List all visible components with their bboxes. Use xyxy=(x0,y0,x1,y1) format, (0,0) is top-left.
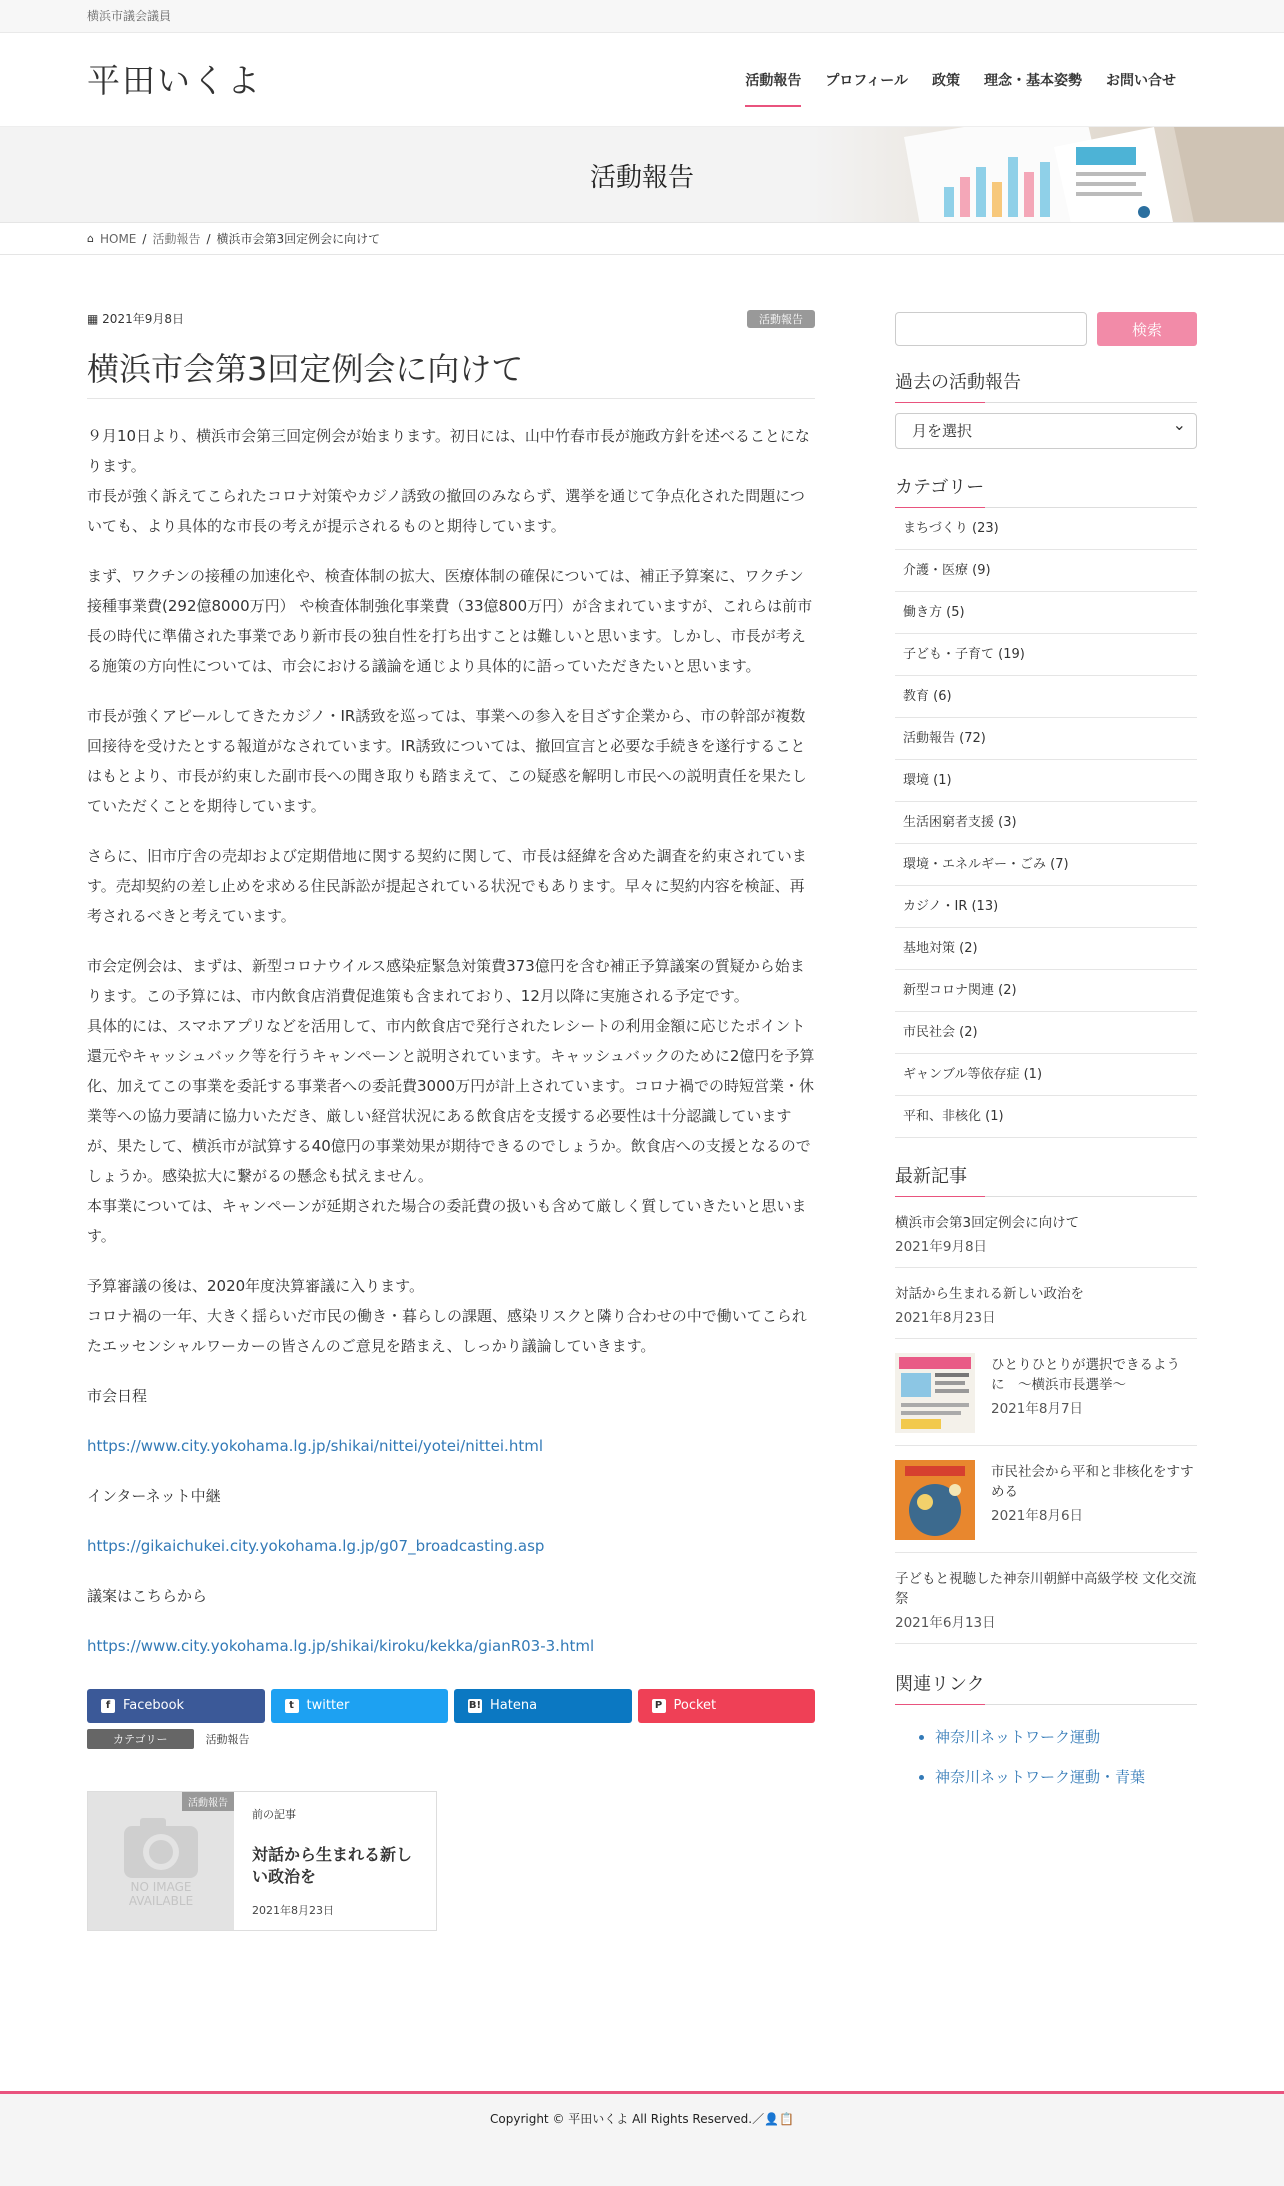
page-header xyxy=(0,127,1284,223)
breadcrumb-category[interactable]: 活動報告 xyxy=(152,231,201,246)
recent-post-date: 2021年9月8日 xyxy=(895,1239,988,1255)
tag-value[interactable]: 活動報告 xyxy=(205,1733,250,1747)
recent-post-item[interactable] xyxy=(895,1339,1197,1446)
post-category-badge[interactable]: 活動報告 xyxy=(747,310,815,328)
category-item[interactable]: 新型コロナ関連 (2) xyxy=(895,970,1197,1012)
recent-post-date: 2021年8月23日 xyxy=(895,1310,996,1326)
calendar-icon: ▦ xyxy=(87,312,99,326)
bills-link[interactable]: https://www.city.yokohama.lg.jp/shikai/kiroku/kekka/gianR03-3.html xyxy=(87,1637,595,1656)
topbar xyxy=(0,0,1284,33)
nav-activity-report[interactable]: 活動報告 xyxy=(733,33,813,127)
search-button[interactable]: 検索 xyxy=(1097,312,1197,346)
post-meta xyxy=(87,310,815,330)
global-nav xyxy=(733,33,1188,127)
share-hatena-button[interactable]: B! Hatena xyxy=(454,1689,632,1723)
paragraph: 予算審議の後は、2020年度決算審議に入ります。 コロナ禍の一年、大きく揺らいだ市民の働き・暮らしの課題、感染リスクと隣り合わせの中で働いてこられたエッセンシャルワーカーの皆さんのご意見を踏まえ、しっかり議論していきます。 xyxy=(87,1277,807,1356)
breadcrumb xyxy=(0,223,1284,255)
related-link[interactable]: • 神奈川ネットワーク運動 xyxy=(935,1717,1197,1757)
recent-post-title[interactable]: 子どもと視聴した神奈川朝鮮中高級学校 文化交流祭 xyxy=(895,1571,1197,1607)
nav-contact[interactable]: お問い合せ xyxy=(1106,73,1176,89)
recent-post-item[interactable] xyxy=(895,1197,1197,1268)
related-links xyxy=(895,1717,1197,1797)
recent-post-item[interactable] xyxy=(895,1553,1197,1644)
category-item[interactable]: 働き方 (5) xyxy=(895,592,1197,634)
site-header xyxy=(0,33,1284,127)
recent-post-title[interactable]: 市民社会から平和と非核化をすすめる xyxy=(991,1464,1194,1500)
category-title: カテゴリー xyxy=(895,473,1197,508)
category-item[interactable]: 市民社会 (2) xyxy=(895,1012,1197,1054)
share-facebook-button[interactable]: f Facebook xyxy=(87,1689,265,1723)
facebook-icon: f xyxy=(101,1699,115,1713)
tag-label: カテゴリー xyxy=(87,1729,194,1749)
category-list xyxy=(895,508,1197,1138)
category-item[interactable]: 生活困窮者支援 (3) xyxy=(895,802,1197,844)
camera-icon xyxy=(88,1792,234,1930)
site-footer xyxy=(0,2091,1284,2186)
category-item[interactable]: 基地対策 (2) xyxy=(895,928,1197,970)
broadcast-label: インターネット中継 xyxy=(87,1487,221,1506)
paragraph: さらに、旧市庁舎の売却および定期借地に関する契約に関して、市長は経緯を含めた調査を約束されています。売却契約の差し止めを求める住民訴訟が提起されている状況でもあります。早々に契約内容を検証、再考されるべきと考えています。 xyxy=(87,847,807,926)
pocket-icon: P xyxy=(652,1699,666,1713)
nav-profile[interactable]: プロフィール xyxy=(825,73,908,89)
recent-title: 最新記事 xyxy=(895,1162,1197,1197)
prev-post-card[interactable] xyxy=(87,1791,437,1931)
recent-post-title[interactable]: 対話から生まれる新しい政治を xyxy=(895,1286,1084,1302)
category-item[interactable]: 介護・医療 (9) xyxy=(895,550,1197,592)
archive-title: 過去の活動報告 xyxy=(895,368,1197,403)
category-item[interactable]: まちづくり (23) xyxy=(895,508,1197,550)
post-title: 横浜市会第3回定例会に向けて xyxy=(87,350,815,399)
paragraph: 市会定例会は、まずは、新型コロナウイルス感染症緊急対策費373億円を含む補正予算議案の質疑から始まります。この予算には、市内飲食店消費促進策も含まれており、12月以降に実施される予定です。 具体的には、スマホアプリなどを活用して、市内飲食店で発行されたレシートの利用金額に応じたポイント還元やキャッシュバック等を行うキャンペーンと説明されています。キャッシュバックのために2億円を予算化、加えてこの事業を委託する事業者への委託費3000万円が計上されています。コロナ禍での時短営業・休業等への協力要請に協力いただき、厳しい経営状況にある飲食店を支援する必要性は十分認識していますが、果たして、横浜市が試算する40億円の事業効果が期待できるのでしょうか。飲食店への支援となるのでしょうか。感染拡大に繋がるの懸念も拭えません。 本事業については、キャンペーンが延期された場合の委託費の扱いも含めて厳しく質していきたいと思います。 xyxy=(87,957,815,1246)
prev-post-badge: 活動報告 xyxy=(182,1792,234,1811)
breadcrumb-separator: / xyxy=(142,231,147,246)
prev-post-date: 2021年8月23日 xyxy=(252,1903,334,1917)
prev-post-label: 前の記事 xyxy=(252,1808,296,1822)
site-logo[interactable]: 平田いくよ xyxy=(87,61,262,100)
copyright-text: Copyright © 平田いくよ All Rights Reserved.／👤📋 xyxy=(490,2112,794,2126)
share-twitter-button[interactable]: t twitter xyxy=(271,1689,449,1723)
post-body xyxy=(87,421,815,1661)
breadcrumb-current: 横浜市会第3回定例会に向けて xyxy=(216,231,381,246)
category-item[interactable]: 環境・エネルギー・ごみ (7) xyxy=(895,844,1197,886)
recent-post-title[interactable]: ひとりひとりが選択できるように 〜横浜市長選挙〜 xyxy=(991,1357,1180,1393)
no-image-placeholder xyxy=(88,1792,234,1930)
schedule-label: 市会日程 xyxy=(87,1387,148,1406)
recent-post-item[interactable] xyxy=(895,1268,1197,1339)
paragraph: ９月10日より、横浜市会第三回定例会が始まります。初日には、山中竹春市長が施政方針を述べることになります。 市長が強く訴えてこられたコロナ対策やカジノ誘致の撤回のみならず、選挙を通じて争点化された問題についても、より具体的な市長の考えが提示されるものと期待しています。 xyxy=(87,427,810,536)
search-input[interactable] xyxy=(895,312,1087,346)
nav-philosophy[interactable]: 理念・基本姿勢 xyxy=(984,73,1082,89)
nav-policy[interactable]: 政策 xyxy=(932,73,960,89)
recent-post-item[interactable] xyxy=(895,1446,1197,1553)
category-item[interactable]: 教育 (6) xyxy=(895,676,1197,718)
recent-post-date: 2021年6月13日 xyxy=(895,1615,996,1631)
category-item[interactable]: ギャンブル等依存症 (1) xyxy=(895,1054,1197,1096)
share-buttons xyxy=(87,1689,815,1723)
category-item[interactable]: 子ども・子育て (19) xyxy=(895,634,1197,676)
schedule-link[interactable]: https://www.city.yokohama.lg.jp/shikai/nittei/yotei/nittei.html xyxy=(87,1437,543,1456)
prev-post-title[interactable]: 対話から生まれる新しい政治を xyxy=(252,1845,413,1886)
hatena-icon: B! xyxy=(468,1700,482,1712)
post-date: 2021年9月8日 xyxy=(102,312,184,326)
no-image-text: NO IMAGE AVAILABLE xyxy=(128,1880,194,1909)
category-item[interactable]: 活動報告 (72) xyxy=(895,718,1197,760)
category-item[interactable]: 平和、非核化 (1) xyxy=(895,1096,1197,1138)
page-title: 活動報告 xyxy=(589,163,694,193)
search-form xyxy=(895,312,1197,346)
broadcast-link[interactable]: https://gikaichukei.city.yokohama.lg.jp/g07_broadcasting.asp xyxy=(87,1537,545,1556)
recent-post-date: 2021年8月7日 xyxy=(991,1401,1084,1417)
breadcrumb-home[interactable]: HOME xyxy=(99,231,137,246)
paragraph: 市長が強くアピールしてきたカジノ・IR誘致を巡っては、事業への参入を目ざす企業から、市の幹部が複数回接待を受けたとする報道がなされています。IR誘致については、撤回宣言と必要な手続きを遂行することはもとより、市長が約束した副市長への聞き取りも踏まえて、この疑惑を解明し市民への説明責任を果たしていただくことを期待しています。 xyxy=(87,707,807,816)
main-content xyxy=(87,310,815,1931)
twitter-icon: t xyxy=(285,1699,299,1713)
paragraph: まず、ワクチンの接種の加速化や、検査体制の拡大、医療体制の確保については、補正予算案に、ワクチン接種事業費(292億8000万円） や検査体制強化事業費（33億800万円）が含まれていますが、これらは前市長の時代に準備された事業であり新市長の独自性を打ち出すことは難しいと思います。しかし、市長が考える施策の方向性については、市会における議論を通じより具体的に語っていただきたいと思います。 xyxy=(87,567,813,676)
breadcrumb-separator: / xyxy=(206,231,211,246)
sidebar xyxy=(895,312,1197,1797)
recent-list xyxy=(895,1197,1197,1644)
prev-post-body xyxy=(234,1792,436,1930)
topbar-text: 横浜市議会議員 xyxy=(87,9,172,23)
archive-month-select[interactable]: 月を選択 ⌄ xyxy=(895,413,1197,449)
post-tags xyxy=(87,1729,815,1749)
recent-post-date: 2021年8月6日 xyxy=(991,1508,1084,1524)
home-icon: ⌂ xyxy=(87,231,94,245)
bills-label: 議案はこちらから xyxy=(87,1587,208,1606)
related-link[interactable]: • 神奈川ネットワーク運動・青葉 xyxy=(935,1757,1197,1797)
category-item[interactable]: 環境 (1) xyxy=(895,760,1197,802)
recent-post-title[interactable]: 横浜市会第3回定例会に向けて xyxy=(895,1215,1080,1231)
links-title: 関連リンク xyxy=(895,1670,1197,1705)
share-pocket-button[interactable]: P Pocket xyxy=(638,1689,816,1723)
recent-post-thumbnail[interactable] xyxy=(895,1353,975,1433)
category-item[interactable]: カジノ・IR (13) xyxy=(895,886,1197,928)
recent-post-thumbnail[interactable] xyxy=(895,1460,975,1540)
